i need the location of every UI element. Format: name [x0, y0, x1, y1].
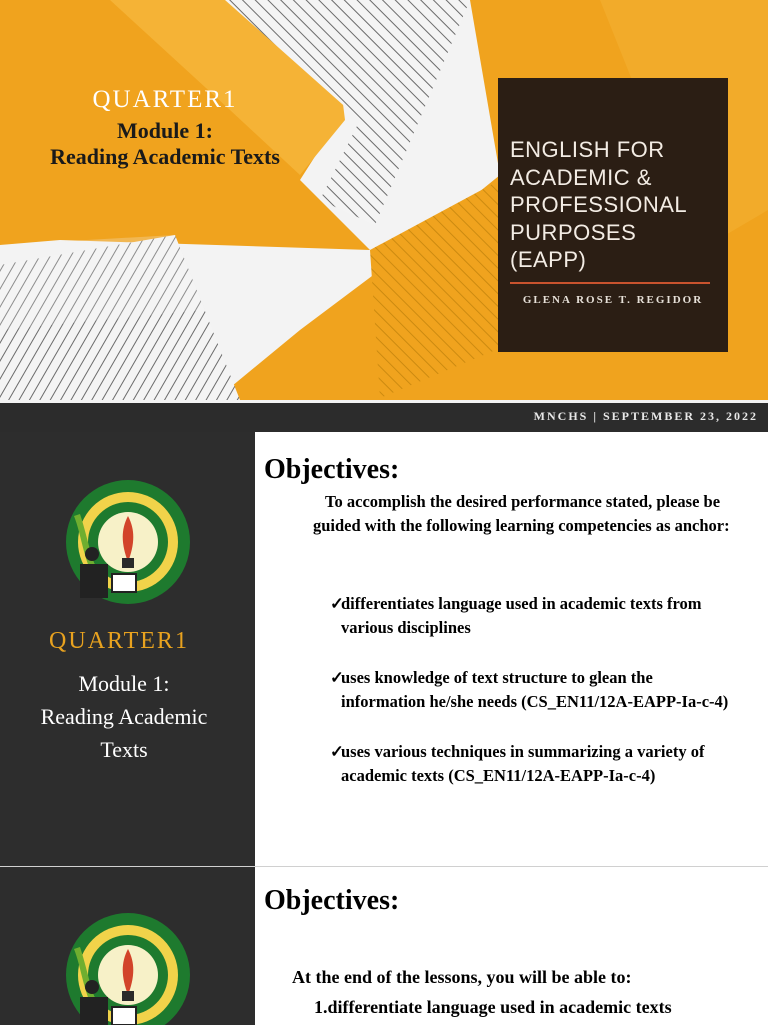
objectives-slide-2 [0, 866, 768, 1025]
footer-bar [0, 403, 768, 432]
objectives-intro: To accomplish the desired performance stated, please be guided with the following learning competencies as anchor: [313, 492, 730, 535]
footer-text: MNCHS | SEPTEMBER 23, 2022 [533, 409, 758, 423]
left-panel [0, 867, 255, 1025]
check-icon: ✓ [330, 668, 344, 687]
author-name: GLENA ROSE T. REGIDOR [522, 294, 704, 306]
school-seal-icon [62, 909, 194, 1025]
quarter-title: QUARTER1 [92, 86, 238, 113]
objectives-lead: At the end of the lessons, you will be able to: [292, 967, 632, 987]
course-title-box [498, 78, 728, 352]
objectives-numbered-list [314, 997, 672, 1018]
course-title: ENGLISH FOR ACADEMIC & PROFESSIONAL PURPOSES (EAPP) [510, 137, 688, 272]
list-item: ✓ differentiates language used in academic texts from various disciplines [330, 594, 702, 637]
objectives-heading: Objectives: [264, 454, 400, 485]
school-seal-icon [62, 476, 194, 608]
objectives-slide [0, 432, 768, 866]
module-subtitle: Reading Academic Texts [50, 144, 280, 169]
list-item: ✓ uses knowledge of text structure to glean the information he/she needs (CS_EN11/12A-EAPP-Ia-c-4) [330, 668, 729, 711]
list-item: ✓ uses various techniques in summarizing a variety of academic texts (CS_EN11/12A-EAPP-Ia-c-4) [330, 742, 705, 785]
divider [510, 282, 710, 284]
list-item: 1.differentiate language used in academic texts [314, 997, 672, 1017]
check-icon: ✓ [330, 742, 344, 761]
left-panel [0, 432, 255, 866]
objectives-heading: Objectives: [264, 885, 400, 916]
objectives-list [330, 592, 740, 814]
check-icon: ✓ [330, 594, 344, 613]
title-slide [0, 0, 768, 432]
module-label: Module 1: Reading Academic Texts [40, 671, 208, 762]
quarter-label: QUARTER1 [49, 628, 189, 654]
module-title: Module 1: [117, 118, 213, 143]
